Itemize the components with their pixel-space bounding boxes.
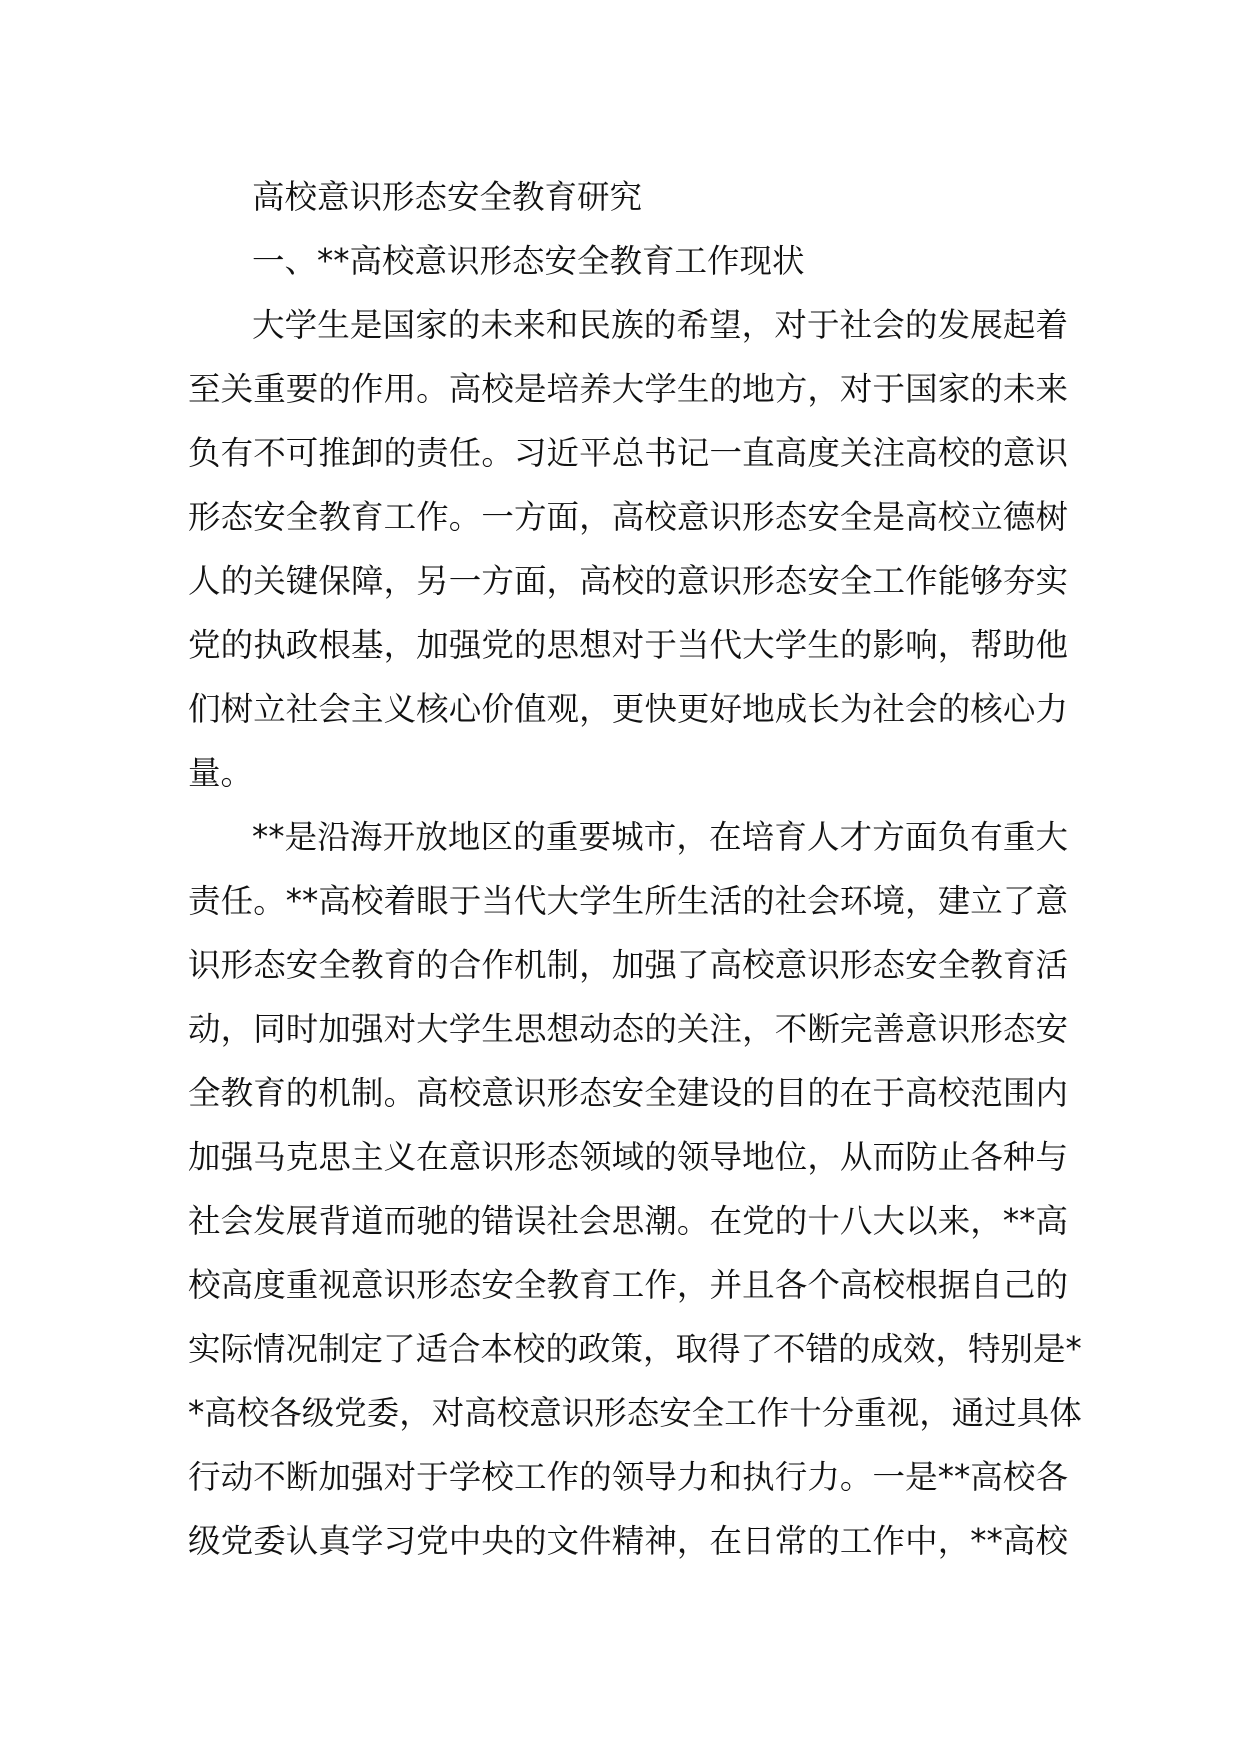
paragraph-line: 级党委认真学习党中央的文件精神，在日常的工作中，**高校	[188, 1522, 1068, 1560]
paragraph-line: 负有不可推卸的责任。习近平总书记一直高度关注高校的意识	[188, 434, 1068, 472]
paragraph-2	[188, 805, 1082, 1573]
document-title: 高校意识形态安全教育研究	[252, 178, 643, 216]
paragraph-line: 量。	[188, 754, 254, 792]
paragraph-line: 识形态安全教育的合作机制，加强了高校意识形态安全教育活	[188, 946, 1068, 984]
paragraph-line: 动，同时加强对大学生思想动态的关注，不断完善意识形态安	[188, 1010, 1068, 1048]
paragraph-1	[188, 293, 1068, 805]
paragraph-line: 责任。**高校着眼于当代大学生所生活的社会环境，建立了意	[188, 882, 1068, 920]
section-heading: 一、**高校意识形态安全教育工作现状	[252, 242, 805, 280]
paragraph-line: 行动不断加强对于学校工作的领导力和执行力。一是**高校各	[188, 1458, 1068, 1496]
paragraph-line: *高校各级党委，对高校意识形态安全工作十分重视，通过具体	[188, 1394, 1082, 1432]
paragraph-line: 至关重要的作用。高校是培养大学生的地方，对于国家的未来	[188, 370, 1068, 408]
paragraph-line: 全教育的机制。高校意识形态安全建设的目的在于高校范围内	[188, 1074, 1068, 1112]
paragraph-line: 实际情况制定了适合本校的政策，取得了不错的成效，特别是*	[188, 1330, 1082, 1368]
paragraph-line: 人的关键保障，另一方面，高校的意识形态安全工作能够夯实	[188, 562, 1068, 600]
paragraph-line: 们树立社会主义核心价值观，更快更好地成长为社会的核心力	[188, 690, 1068, 728]
paragraph-line: **是沿海开放地区的重要城市，在培育人才方面负有重大	[252, 818, 1068, 856]
paragraph-line: 校高度重视意识形态安全教育工作，并且各个高校根据自己的	[188, 1266, 1068, 1304]
paragraph-line: 社会发展背道而驰的错误社会思潮。在党的十八大以来，**高	[188, 1202, 1068, 1240]
document-body	[188, 165, 1082, 1573]
paragraph-line: 加强马克思主义在意识形态领域的领导地位，从而防止各种与	[188, 1138, 1068, 1176]
paragraph-line: 形态安全教育工作。一方面，高校意识形态安全是高校立德树	[188, 498, 1068, 536]
paragraph-line: 大学生是国家的未来和民族的希望，对于社会的发展起着	[252, 306, 1068, 344]
paragraph-line: 党的执政根基，加强党的思想对于当代大学生的影响，帮助他	[188, 626, 1068, 664]
